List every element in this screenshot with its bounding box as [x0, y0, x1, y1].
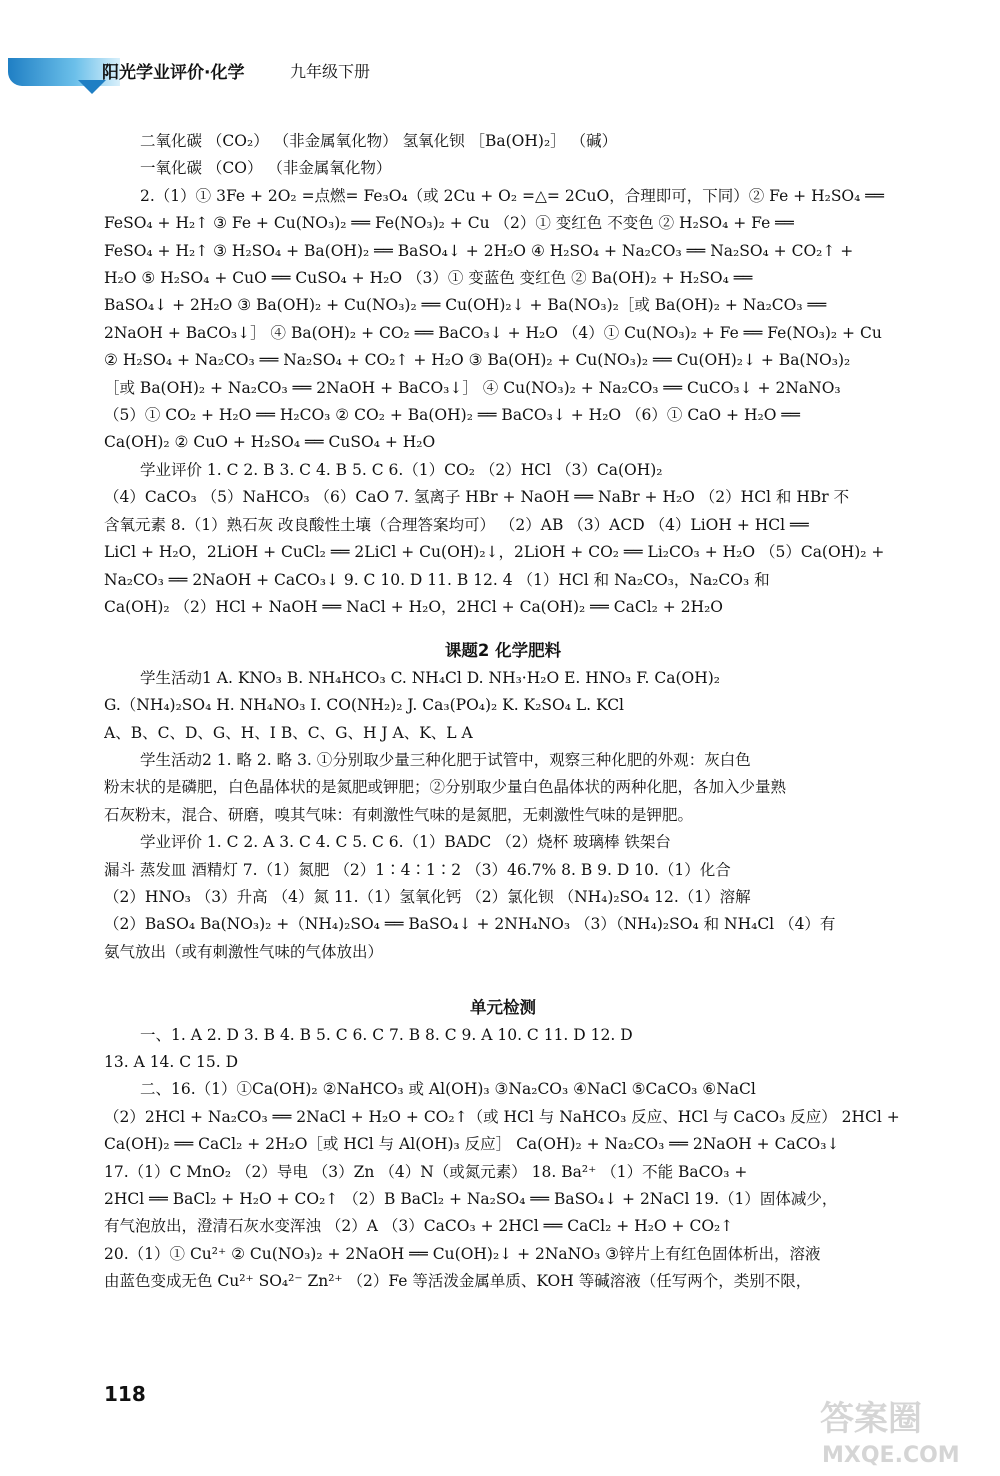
text-line: FeSO₄ + H₂↑ ③ Fe + Cu(NO₃)₂ ══ Fe(NO₃)₂ + Cu （2）① 变红色 不变色 ② H₂SO₄ + Fe ══ — [104, 214, 794, 233]
watermark-text-2: MXQE.COM — [822, 1443, 960, 1468]
text-line: Ca(OH)₂ （2）HCl + NaOH ══ NaCl + H₂O，2HCl + Ca(OH)₂ ══ CaCl₂ + 2H₂O — [104, 597, 724, 616]
series-title: 阳光学业评价·化学 — [102, 63, 245, 83]
page-number: 118 — [104, 1382, 146, 1406]
text-line: Ca(OH)₂ ② CuO + H₂SO₄ ══ CuSO₄ + H₂O — [104, 433, 436, 452]
text-line: Na₂CO₃ ══ 2NaOH + CaCO₃↓ 9. C 10. D 11. B 12. 4 （1）HCl 和 Na₂CO₃，Na₂CO₃ 和 — [104, 570, 770, 589]
text-line: 2HCl ══ BaCl₂ + H₂O + CO₂↑ （2）B BaCl₂ + Na₂SO₄ ══ BaSO₄↓ + 2NaCl 19.（1）固体减少， — [104, 1190, 838, 1209]
text-line: BaSO₄↓ + 2H₂O ③ Ba(OH)₂ + Cu(NO₃)₂ ══ Cu(OH)₂↓ + Ba(NO₃)₂［或 Ba(OH)₂ + Na₂CO₃ ══ — [104, 296, 827, 315]
text-line: 20.（1）① Cu²⁺ ② Cu(NO₃)₂ + 2NaOH ══ Cu(OH)₂↓ + 2NaNO₃ ③锌片上有红色固体析出，溶液 — [104, 1244, 821, 1263]
watermark-text-1: 答案圈 — [820, 1399, 922, 1439]
text-line: LiCl + H₂O，2LiOH + CuCl₂ ══ 2LiCl + Cu(OH)₂↓，2LiOH + CO₂ ══ Li₂CO₃ + H₂O （5）Ca(OH)₂ + — [104, 543, 885, 562]
text-line: 学业评价 1. C 2. A 3. C 4. C 5. C 6.（1）BADC （2）烧杯 玻璃棒 铁架台 — [140, 833, 671, 852]
text-line: 2NaOH + BaCO₃↓］ ④ Ba(OH)₂ + CO₂ ══ BaCO₃↓ + H₂O （4）① Cu(NO₃)₂ + Fe ══ Fe(NO₃)₂ + Cu — [104, 323, 882, 342]
text-line: （5）① CO₂ + H₂O ══ H₂CO₃ ② CO₂ + Ba(OH)₂ ══ BaCO₃↓ + H₂O （6）① CaO + H₂O ══ — [104, 406, 801, 425]
text-line: 一、1. A 2. D 3. B 4. B 5. C 6. C 7. B 8. C 9. A 10. C 11. D 12. D — [140, 1025, 633, 1044]
section-b-title: 课题2 化学肥料 — [444, 641, 562, 661]
text-line: A、B、C、D、G、H、I B、C、G、H J A、K、L A — [104, 723, 473, 742]
text-line: 石灰粉末，混合、研磨，嗅其气味：有刺激性气味的是氮肥，无刺激性气味的是钾肥。 — [104, 805, 694, 824]
text-line: （2）2HCl + Na₂CO₃ ══ 2NaCl + H₂O + CO₂↑（或 HCl 与 NaHCO₃ 反应、HCl 与 CaCO₃ 反应） 2HCl + — [104, 1107, 900, 1126]
text-line: 2.（1）① 3Fe + 2O₂ =点燃= Fe₃O₄（或 2Cu + O₂ =△= 2CuO，合理即可，下同）② Fe + H₂SO₄ ══ — [140, 186, 884, 205]
text-line: ［或 Ba(OH)₂ + Na₂CO₃ ══ 2NaOH + BaCO₃↓］ ④ Cu(NO₃)₂ + Na₂CO₃ ══ CuCO₃↓ + 2NaNO₃ — [104, 378, 841, 397]
section-c-title: 单元检测 — [470, 998, 536, 1018]
text-line: 学业评价 1. C 2. B 3. C 4. B 5. C 6.（1）CO₂ （2）HCl （3）Ca(OH)₂ — [140, 460, 663, 479]
header-banner — [0, 50, 371, 90]
text-line: 13. A 14. C 15. D — [104, 1053, 239, 1071]
text-line: 学生活动1 A. KNO₃ B. NH₄HCO₃ C. NH₄Cl D. NH₃·H₂O E. HNO₃ F. Ca(OH)₂ — [140, 668, 721, 687]
text-line: ② H₂SO₄ + Na₂CO₃ ══ Na₂SO₄ + CO₂↑ + H₂O ③ Ba(OH)₂ + Cu(NO₃)₂ ══ Cu(OH)₂↓ + Ba(NO₃)₂ — [104, 351, 851, 370]
grade-label: 九年级下册 — [290, 62, 371, 81]
text-line: 一氧化碳 （CO） （非金属氧化物） — [140, 159, 392, 178]
text-line: G.（NH₄)₂SO₄ H. NH₄NO₃ I. CO(NH₂)₂ J. Ca₃(PO₄)₂ K. K₂SO₄ L. KCl — [104, 696, 625, 715]
text-line: 漏斗 蒸发皿 酒精灯 7.（1）氮肥 （2）1∶4∶1∶2 （3）46.7% 8. B 9. D 10.（1）化合 — [104, 860, 731, 879]
text-line: 氨气放出（或有刺激性气味的气体放出） — [104, 942, 384, 961]
text-line: 含氧元素 8.（1）熟石灰 改良酸性土壤（合理答案均可） （2）AB （3）ACD （4）LiOH + HCl ══ — [104, 515, 809, 534]
text-line: 二氧化碳 （CO₂） （非金属氧化物） 氢氧化钡 ［Ba(OH)₂］ （碱） — [140, 132, 618, 150]
text-line: 学生活动2 1. 略 2. 略 3. ①分别取少量三种化肥于试管中，观察三种化肥的外观：灰白色 — [140, 750, 751, 769]
text-line: 17.（1）C MnO₂ （2）导电 （3）Zn （4）N（或氮元素） 18. Ba²⁺ （1）不能 BaCO₃ + — [104, 1162, 748, 1181]
watermark-logo — [810, 1390, 990, 1470]
text-line: Ca(OH)₂ ══ CaCl₂ + 2H₂O［或 HCl 与 Al(OH)₃ 反应］ Ca(OH)₂ + Na₂CO₃ ══ 2NaOH + CaCO₃↓ — [104, 1135, 840, 1154]
section-a — [104, 128, 902, 621]
text-line: （2）BaSO₄ Ba(NO₃)₂ +（NH₄)₂SO₄ ══ BaSO₄↓ + 2NH₄NO₃ （3）（NH₄)₂SO₄ 和 NH₄Cl （4）有 — [104, 915, 836, 934]
text-line: 有气泡放出，澄清石灰水变浑浊 （2）A （3）CaCO₃ + 2HCl ══ CaCl₂ + H₂O + CO₂↑ — [104, 1217, 734, 1236]
text-line: （2）HNO₃ （3）升高 （4）氮 11.（1）氢氧化钙 （2）氯化钡 （NH₄)₂SO₄ 12.（1）溶解 — [104, 887, 751, 906]
section-b — [104, 665, 902, 966]
text-line: FeSO₄ + H₂↑ ③ H₂SO₄ + Ba(OH)₂ ══ BaSO₄↓ + 2H₂O ④ H₂SO₄ + Na₂CO₃ ══ Na₂SO₄ + CO₂↑ + — [104, 241, 854, 260]
text-line: （4）CaCO₃ （5）NaHCO₃ （6）CaO 7. 氢离子 HBr + NaOH ══ NaBr + H₂O （2）HCl 和 HBr 不 — [104, 488, 850, 507]
text-line: 由蓝色变成无色 Cu²⁺ SO₄²⁻ Zn²⁺ （2）Fe 等活泼金属单质、KOH 等碱溶液（任写两个，类别不限， — [104, 1272, 812, 1291]
text-line: 粉末状的是磷肥，白色晶体状的是氮肥或钾肥；②分别取少量白色晶体状的两种化肥，各加入少量熟 — [104, 778, 787, 797]
section-c — [104, 1022, 902, 1296]
text-line: H₂O ⑤ H₂SO₄ + CuO ══ CuSO₄ + H₂O （3）① 变蓝色 变红色 ② Ba(OH)₂ + H₂SO₄ ══ — [104, 269, 753, 288]
text-line: 二、16.（1）①Ca(OH)₂ ②NaHCO₃ 或 Al(OH)₃ ③Na₂CO₃ ④NaCl ⑤CaCO₃ ⑥NaCl — [140, 1080, 756, 1099]
answer-content — [104, 128, 902, 1296]
